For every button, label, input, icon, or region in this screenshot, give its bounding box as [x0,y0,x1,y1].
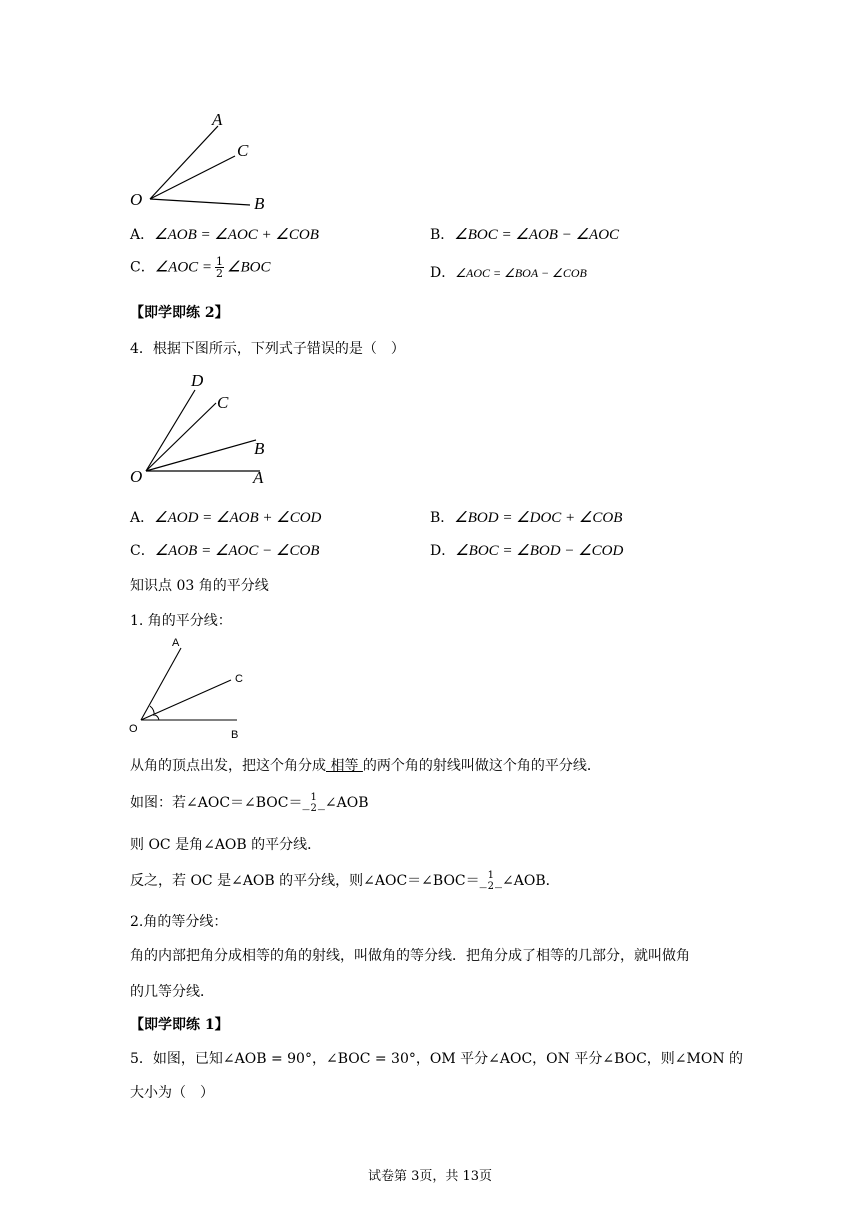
item-2-title: 2.角的等分线： [130,914,228,930]
question-4-text: 4．根据下图所示，下列式子错误的是（ ） [130,341,405,357]
label-o: O [130,190,143,209]
fraction-half: $\frac{1}{2}$ [216,255,224,280]
label-c: C [235,673,243,685]
then-line: 则 OC 是角∠AOB 的平分线． [130,837,322,853]
answer-blank: 相等 [326,758,363,774]
practice-1-heading: 【即学即练 1】 [130,1017,229,1033]
figure-angle-bisector [125,636,255,746]
example-line: 如图：若∠AOC＝∠BOC＝_ 1 2 _∠AOB [130,792,369,814]
q4-option-d[interactable]: D．∠BOC = ∠BOD − ∠COD [430,543,624,559]
fraction-half: 1 2 [487,870,495,892]
item-1-title: 1. 角的平分线： [130,613,232,629]
question-5-line-2: 大小为（ ） [130,1085,214,1101]
label-b: B [254,439,265,458]
label-c: C [237,141,249,160]
q3-option-d[interactable]: D．∠AOC = ∠BOA − ∠COB [430,265,587,281]
label-o: O [130,467,143,486]
q3-option-c[interactable]: C．∠AOC = $\frac{1}{2}$ ∠BOC [130,255,271,280]
figure-angle-aoc [120,105,280,215]
q4-option-b[interactable]: B．∠BOD = ∠DOC + ∠COB [430,510,623,526]
label-b: B [254,194,265,213]
label-o: O [129,723,138,735]
bisector-definition: 从角的顶点出发，把这个角分成 相等 的两个角的射线叫做这个角的平分线． [130,758,601,774]
converse-line: 反之，若 OC 是∠AOB 的平分线，则∠AOC＝∠BOC＝_ 1 2 _∠AOB． [130,870,560,892]
q4-option-a[interactable]: A．∠AOD = ∠AOB + ∠COD [130,510,322,526]
label-a: A [253,468,264,487]
practice-2-heading: 【即学即练 2】 [130,305,229,321]
item-2-text-line-2: 的几等分线． [130,984,214,1000]
label-c: C [217,393,229,412]
fraction-half: 1 2 [310,792,317,814]
q3-option-b[interactable]: B．∠BOC = ∠AOB − ∠AOC [430,227,620,243]
label-b: B [231,729,239,741]
page-footer: 试卷第 3页，共 13页 [367,1169,493,1184]
figure-angle-aod [120,370,280,488]
label-a: A [212,110,223,129]
label-d: D [191,371,204,390]
q3-option-a[interactable]: A．∠AOB = ∠AOC + ∠COB [130,227,319,243]
knowledge-point-title: 知识点 03 角的平分线 [130,578,269,594]
question-5-line-1: 5．如图，已知∠AOB = 90°，∠BOC = 30°，OM 平分∠AOC，ON 平分∠BOC，则∠MON 的 [130,1051,744,1067]
label-a: A [172,637,180,649]
q4-option-c[interactable]: C．∠AOB = ∠AOC − ∠COB [130,543,320,559]
item-2-text-line-1: 角的内部把角分成相等的角的射线，叫做角的等分线．把角分成了相等的几部分，就叫做角 [130,948,690,964]
